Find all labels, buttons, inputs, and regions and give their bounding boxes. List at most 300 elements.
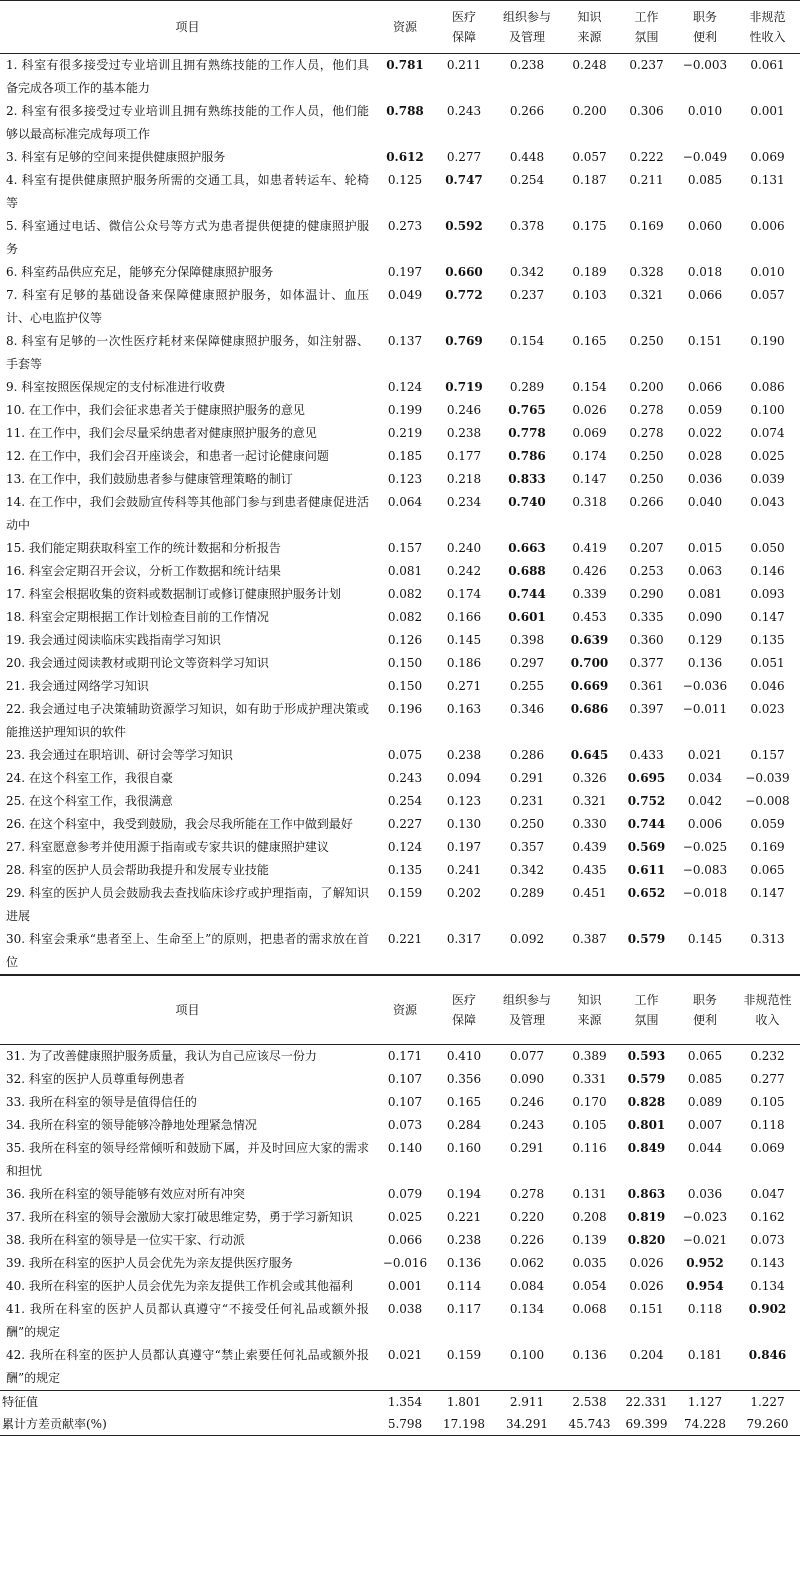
header-col: 非规范性 收入 bbox=[735, 976, 800, 1045]
loading-value: 0.218 bbox=[446, 472, 482, 486]
summary-label: 特征值 bbox=[0, 1391, 375, 1414]
loading-value: 0.820 bbox=[627, 1233, 666, 1247]
table-row bbox=[0, 491, 800, 537]
loading-value: 0.150 bbox=[387, 679, 423, 693]
item-label: 1. 科室有很多接受过专业培训且拥有熟练技能的工作人员，他们具备完成各项工作的基本能力 bbox=[6, 58, 369, 95]
loading-value: 0.169 bbox=[629, 219, 664, 233]
loading-value: 0.788 bbox=[386, 104, 424, 118]
loading-value: 0.202 bbox=[446, 886, 482, 900]
loading-value: 0.248 bbox=[572, 58, 607, 72]
loading-value: 0.601 bbox=[508, 610, 546, 624]
loading-value: 0.093 bbox=[750, 587, 785, 601]
loading-value: 0.130 bbox=[446, 817, 482, 831]
loading-value: −0.039 bbox=[745, 771, 790, 785]
item-label: 34. 我所在科室的领导能够冷静地处理紧急情况 bbox=[6, 1118, 257, 1132]
loading-value: 0.043 bbox=[750, 495, 785, 509]
loading-value: 0.162 bbox=[750, 1210, 785, 1224]
loading-value: 0.419 bbox=[572, 541, 607, 555]
loading-value: 0.047 bbox=[750, 1187, 785, 1201]
loading-value: 0.226 bbox=[509, 1233, 545, 1247]
table-row bbox=[0, 790, 800, 813]
loading-value: 0.321 bbox=[572, 794, 607, 808]
item-label: 38. 我所在科室的领导是一位实干家、行动派 bbox=[6, 1233, 245, 1247]
loading-value: 0.592 bbox=[445, 219, 483, 233]
loading-value: 0.107 bbox=[387, 1072, 423, 1086]
loading-value: 0.326 bbox=[572, 771, 607, 785]
loading-value: 0.828 bbox=[627, 1095, 666, 1109]
loading-value: 0.103 bbox=[572, 288, 607, 302]
loading-value: 0.174 bbox=[446, 587, 482, 601]
loading-value: 0.786 bbox=[508, 449, 546, 463]
loading-value: 0.010 bbox=[750, 265, 785, 279]
table-row bbox=[0, 629, 800, 652]
item-label: 7. 科室有足够的基础设备来保障健康照护服务，如体温计、血压计、心电监护仪等 bbox=[6, 288, 369, 325]
summary-value: 1.801 bbox=[435, 1391, 493, 1414]
table-row bbox=[0, 583, 800, 606]
item-label: 14. 在工作中，我们会鼓励宣传科等其他部门参与到患者健康促进活动中 bbox=[6, 495, 369, 532]
loading-value: 0.135 bbox=[750, 633, 785, 647]
loading-value: 0.194 bbox=[446, 1187, 482, 1201]
loading-value: 0.186 bbox=[446, 656, 482, 670]
table-row bbox=[0, 537, 800, 560]
loading-value: 0.065 bbox=[687, 1049, 723, 1063]
table-row bbox=[0, 698, 800, 744]
loading-value: 0.357 bbox=[509, 840, 545, 854]
loading-value: 0.377 bbox=[629, 656, 664, 670]
loading-value: 0.360 bbox=[629, 633, 664, 647]
loading-value: 0.100 bbox=[750, 403, 785, 417]
loading-value: 0.863 bbox=[627, 1187, 666, 1201]
table-row bbox=[0, 1137, 800, 1183]
loading-value: 0.034 bbox=[687, 771, 723, 785]
loading-value: 0.040 bbox=[687, 495, 723, 509]
table-row bbox=[0, 652, 800, 675]
loading-value: 0.025 bbox=[750, 449, 785, 463]
table-row bbox=[0, 1344, 800, 1391]
loading-value: 0.137 bbox=[387, 334, 423, 348]
table-header bbox=[0, 976, 800, 1045]
item-label: 15. 我们能定期获取科室工作的统计数据和分析报告 bbox=[6, 541, 281, 555]
loading-value: 0.199 bbox=[387, 403, 423, 417]
loading-value: 0.026 bbox=[572, 403, 607, 417]
loading-value: 0.219 bbox=[387, 426, 423, 440]
table-row bbox=[0, 169, 800, 215]
loading-value: 0.238 bbox=[509, 58, 545, 72]
loading-value: 0.846 bbox=[748, 1348, 787, 1362]
summary-value: 69.399 bbox=[618, 1413, 675, 1436]
table-row bbox=[0, 1229, 800, 1252]
summary-value: 1.227 bbox=[735, 1391, 800, 1414]
loading-value: 0.277 bbox=[446, 150, 482, 164]
item-label: 25. 在这个科室工作，我很满意 bbox=[6, 794, 173, 808]
table-header bbox=[0, 1, 800, 54]
item-label: 16. 科室会定期召开会议，分析工作数据和统计结果 bbox=[6, 564, 281, 578]
loading-value: 0.769 bbox=[445, 334, 483, 348]
loading-value: 0.242 bbox=[446, 564, 482, 578]
loading-value: 0.669 bbox=[570, 679, 609, 693]
loading-value: 0.068 bbox=[572, 1302, 607, 1316]
loading-value: 0.410 bbox=[446, 1049, 482, 1063]
loading-value: 0.025 bbox=[387, 1210, 423, 1224]
loading-value: 0.448 bbox=[509, 150, 545, 164]
loading-value: 0.688 bbox=[508, 564, 546, 578]
loading-value: 0.849 bbox=[627, 1141, 666, 1155]
loading-value: 0.346 bbox=[509, 702, 545, 716]
summary-value: 2.538 bbox=[561, 1391, 618, 1414]
loading-value: 0.051 bbox=[750, 656, 785, 670]
header-col: 资源 bbox=[375, 1, 435, 54]
loading-value: 0.765 bbox=[508, 403, 546, 417]
item-label: 26. 在这个科室中，我受到鼓励，我会尽我所能在工作中做到最好 bbox=[6, 817, 353, 831]
loading-value: 0.105 bbox=[750, 1095, 785, 1109]
loading-value: 0.086 bbox=[750, 380, 785, 394]
table-row bbox=[0, 606, 800, 629]
loading-value: 0.134 bbox=[750, 1279, 785, 1293]
loading-value: 0.059 bbox=[687, 403, 723, 417]
loading-value: 0.234 bbox=[446, 495, 482, 509]
item-label: 37. 我所在科室的领导会激励大家打破思维定势，勇于学习新知识 bbox=[6, 1210, 353, 1224]
table-row bbox=[0, 1183, 800, 1206]
loading-value: 0.007 bbox=[687, 1118, 723, 1132]
loading-value: −0.008 bbox=[745, 794, 790, 808]
loading-value: 0.050 bbox=[750, 541, 785, 555]
loading-value: −0.023 bbox=[682, 1210, 728, 1224]
loading-value: 0.342 bbox=[509, 265, 545, 279]
loading-value: 0.028 bbox=[687, 449, 723, 463]
loading-value: 0.001 bbox=[387, 1279, 423, 1293]
loading-value: 0.177 bbox=[446, 449, 482, 463]
loading-value: 0.271 bbox=[446, 679, 482, 693]
loading-value: 0.187 bbox=[572, 173, 607, 187]
loading-value: 0.147 bbox=[572, 472, 607, 486]
loading-value: 0.652 bbox=[627, 886, 666, 900]
header-col: 职务 便利 bbox=[675, 1, 735, 54]
loading-value: 0.778 bbox=[508, 426, 546, 440]
item-label: 24. 在这个科室工作，我很自豪 bbox=[6, 771, 173, 785]
summary-value: 2.911 bbox=[493, 1391, 561, 1414]
loading-value: 0.035 bbox=[572, 1256, 607, 1270]
summary-value: 79.260 bbox=[735, 1413, 800, 1436]
loading-value: 0.092 bbox=[493, 928, 561, 975]
loading-value: 0.154 bbox=[572, 380, 607, 394]
item-label: 39. 我所在科室的医护人员会优先为亲友提供医疗服务 bbox=[6, 1256, 293, 1270]
loading-value: 0.147 bbox=[750, 610, 785, 624]
loading-value: 0.134 bbox=[509, 1302, 545, 1316]
loading-value: 0.237 bbox=[629, 58, 664, 72]
table-row bbox=[0, 1206, 800, 1229]
table-row bbox=[0, 882, 800, 928]
loading-value: 0.321 bbox=[629, 288, 664, 302]
loading-value: 0.952 bbox=[686, 1256, 724, 1270]
loading-value: 0.196 bbox=[387, 702, 423, 716]
loading-value: 0.227 bbox=[387, 817, 423, 831]
loading-value: 0.066 bbox=[687, 380, 723, 394]
loading-value: 0.237 bbox=[509, 288, 545, 302]
loading-value: 0.284 bbox=[446, 1118, 482, 1132]
table-row bbox=[0, 422, 800, 445]
header-col: 非规范 性收入 bbox=[735, 1, 800, 54]
summary-value: 1.354 bbox=[375, 1391, 435, 1414]
loading-value: 0.232 bbox=[750, 1049, 785, 1063]
loading-value: 0.062 bbox=[509, 1256, 545, 1270]
table-row bbox=[0, 675, 800, 698]
loading-value: 0.123 bbox=[446, 794, 482, 808]
loading-value: 0.166 bbox=[446, 610, 482, 624]
item-label: 31. 为了改善健康照护服务质量，我认为自己应该尽一份力 bbox=[6, 1049, 317, 1063]
item-label: 2. 科室有很多接受过专业培训且拥有熟练技能的工作人员，他们能够以最高标准完成每项工作 bbox=[6, 104, 369, 141]
loading-value: 0.686 bbox=[570, 702, 609, 716]
loading-value: 0.010 bbox=[687, 104, 723, 118]
loading-value: 0.160 bbox=[446, 1141, 482, 1155]
loading-value: 0.023 bbox=[750, 702, 785, 716]
loading-value: 0.277 bbox=[750, 1072, 785, 1086]
item-label: 10. 在工作中，我们会征求患者关于健康照护服务的意见 bbox=[6, 403, 305, 417]
loading-value: 0.140 bbox=[387, 1141, 423, 1155]
loading-value: 0.061 bbox=[750, 58, 785, 72]
loading-value: 0.018 bbox=[687, 265, 723, 279]
loading-value: 0.185 bbox=[387, 449, 423, 463]
summary-value: 74.228 bbox=[675, 1413, 735, 1436]
loading-value: 0.124 bbox=[387, 840, 423, 854]
loading-value: −0.049 bbox=[682, 150, 728, 164]
loading-value: 0.125 bbox=[387, 173, 423, 187]
loading-value: 0.026 bbox=[629, 1279, 664, 1293]
item-label: 41. 我所在科室的医护人员都认真遵守“不接受任何礼品或额外报酬”的规定 bbox=[6, 1302, 369, 1339]
loading-value: 0.222 bbox=[629, 150, 664, 164]
loading-value: 0.833 bbox=[508, 472, 546, 486]
table-row bbox=[0, 54, 800, 101]
item-label: 32. 科室的医护人员尊重每例患者 bbox=[6, 1072, 185, 1086]
summary-value: 17.198 bbox=[435, 1413, 493, 1436]
table-row bbox=[0, 399, 800, 422]
loading-value: 0.250 bbox=[629, 472, 664, 486]
item-label: 40. 我所在科室的医护人员会优先为亲友提供工作机会或其他福利 bbox=[6, 1279, 353, 1293]
loading-value: 0.116 bbox=[572, 1141, 607, 1155]
loading-value: 0.291 bbox=[509, 1141, 545, 1155]
loading-value: 0.066 bbox=[387, 1233, 423, 1247]
loading-value: 0.200 bbox=[572, 104, 607, 118]
table-row bbox=[0, 215, 800, 261]
table-row bbox=[0, 1275, 800, 1298]
table-row bbox=[0, 261, 800, 284]
item-label: 42. 我所在科室的医护人员都认真遵守“禁止索要任何礼品或额外报酬”的规定 bbox=[6, 1348, 369, 1385]
summary-row bbox=[0, 1413, 800, 1436]
table-row bbox=[0, 836, 800, 859]
loading-value: 0.211 bbox=[629, 173, 664, 187]
loading-value: 0.082 bbox=[387, 587, 423, 601]
table-row bbox=[0, 1045, 800, 1069]
loading-value: 0.612 bbox=[386, 150, 424, 164]
loading-value: 0.255 bbox=[509, 679, 545, 693]
loading-value: 0.569 bbox=[627, 840, 666, 854]
loading-value: 0.084 bbox=[509, 1279, 545, 1293]
loading-value: 0.118 bbox=[750, 1118, 785, 1132]
loading-value: 0.313 bbox=[735, 928, 800, 975]
loading-value: 0.105 bbox=[572, 1118, 607, 1132]
loading-value: 0.146 bbox=[750, 564, 785, 578]
item-label: 23. 我会通过在职培训、研讨会等学习知识 bbox=[6, 748, 233, 762]
loading-value: 0.081 bbox=[687, 587, 723, 601]
loading-value: 0.740 bbox=[508, 495, 546, 509]
item-label: 19. 我会通过阅读临床实践指南学习知识 bbox=[6, 633, 221, 647]
loading-value: 0.036 bbox=[687, 472, 723, 486]
item-label: 18. 科室会定期根据工作计划检查目前的工作情况 bbox=[6, 610, 269, 624]
loading-value: 0.339 bbox=[572, 587, 607, 601]
loading-value: 0.126 bbox=[387, 633, 423, 647]
loading-value: 0.135 bbox=[387, 863, 423, 877]
loading-value: 0.211 bbox=[446, 58, 482, 72]
loading-value: 0.069 bbox=[750, 150, 785, 164]
loading-value: 0.046 bbox=[750, 679, 785, 693]
loading-value: 0.075 bbox=[387, 748, 423, 762]
loading-value: 0.077 bbox=[509, 1049, 545, 1063]
loading-value: 0.117 bbox=[446, 1302, 482, 1316]
item-label: 36. 我所在科室的领导能够有效应对所有冲突 bbox=[6, 1187, 245, 1201]
table-row bbox=[0, 1298, 800, 1344]
loading-value: 0.073 bbox=[387, 1118, 423, 1132]
loading-value: 0.022 bbox=[687, 426, 723, 440]
loading-value: 0.057 bbox=[572, 150, 607, 164]
loading-value: 0.175 bbox=[572, 219, 607, 233]
table-row bbox=[0, 1091, 800, 1114]
table-row bbox=[0, 330, 800, 376]
header-col: 组织参与 及管理 bbox=[493, 976, 561, 1045]
loading-value: 0.136 bbox=[446, 1256, 482, 1270]
loading-value: 0.057 bbox=[750, 288, 785, 302]
loading-value: 0.318 bbox=[572, 495, 607, 509]
loading-value: −0.003 bbox=[682, 58, 728, 72]
loading-value: 0.719 bbox=[445, 380, 483, 394]
loading-value: 0.170 bbox=[572, 1095, 607, 1109]
loading-value: 0.207 bbox=[629, 541, 664, 555]
table-row bbox=[0, 813, 800, 836]
item-label: 28. 科室的医护人员会帮助我提升和发展专业技能 bbox=[6, 863, 269, 877]
loading-value: 0.435 bbox=[572, 863, 607, 877]
loading-value: 0.240 bbox=[446, 541, 482, 555]
table-row bbox=[0, 445, 800, 468]
loading-value: 0.593 bbox=[627, 1049, 666, 1063]
item-label: 5. 科室通过电话、微信公众号等方式为患者提供便捷的健康照护服务 bbox=[6, 219, 369, 256]
loading-value: 0.250 bbox=[509, 817, 545, 831]
loading-value: 0.136 bbox=[687, 656, 723, 670]
loading-value: 0.290 bbox=[629, 587, 664, 601]
item-label: 22. 我会通过电子决策辅助资源学习知识，如有助于形成护理决策或能推送护理知识的软件 bbox=[6, 702, 369, 739]
item-label: 20. 我会通过阅读教材或期刊论文等资料学习知识 bbox=[6, 656, 269, 670]
loading-value: 0.197 bbox=[387, 265, 423, 279]
loading-value: 0.208 bbox=[572, 1210, 607, 1224]
loading-value: 0.054 bbox=[572, 1279, 607, 1293]
item-label: 9. 科室按照医保规定的支付标准进行收费 bbox=[6, 380, 226, 394]
loading-value: 0.090 bbox=[509, 1072, 545, 1086]
loading-value: 0.241 bbox=[446, 863, 482, 877]
loading-value: 0.902 bbox=[748, 1302, 787, 1316]
loading-value: 0.387 bbox=[561, 928, 618, 975]
summary-value: 45.743 bbox=[561, 1413, 618, 1436]
loading-value: 0.159 bbox=[446, 1348, 482, 1362]
loading-value: 0.157 bbox=[750, 748, 785, 762]
factor-loading-table-part2 bbox=[0, 975, 800, 1436]
item-label: 8. 科室有足够的一次性医疗耗材来保障健康照护服务，如注射器、手套等 bbox=[6, 334, 369, 371]
loading-value: 0.165 bbox=[446, 1095, 482, 1109]
table-row bbox=[0, 744, 800, 767]
loading-value: 0.611 bbox=[627, 863, 666, 877]
loading-value: 0.174 bbox=[572, 449, 607, 463]
loading-value: 0.131 bbox=[750, 173, 785, 187]
loading-value: 0.100 bbox=[509, 1348, 545, 1362]
loading-value: −0.025 bbox=[682, 840, 728, 854]
loading-value: −0.018 bbox=[682, 886, 728, 900]
loading-value: 0.157 bbox=[387, 541, 423, 555]
item-label: 4. 科室有提供健康照护服务所需的交通工具，如患者转运车、轮椅等 bbox=[6, 173, 369, 210]
loading-value: 0.124 bbox=[387, 380, 423, 394]
loading-value: 0.361 bbox=[629, 679, 664, 693]
loading-value: 0.151 bbox=[629, 1302, 664, 1316]
loading-value: 0.123 bbox=[387, 472, 423, 486]
item-label: 6. 科室药品供应充足，能够充分保障健康照护服务 bbox=[6, 265, 274, 279]
item-label: 21. 我会通过网络学习知识 bbox=[6, 679, 149, 693]
loading-value: 0.042 bbox=[687, 794, 723, 808]
loading-value: 0.231 bbox=[509, 794, 545, 808]
loading-value: 0.439 bbox=[572, 840, 607, 854]
loading-value: 0.695 bbox=[627, 771, 666, 785]
loading-value: 0.069 bbox=[572, 426, 607, 440]
loading-value: 0.246 bbox=[446, 403, 482, 417]
table-row bbox=[0, 146, 800, 169]
header-col: 职务 便利 bbox=[675, 976, 735, 1045]
loading-value: 0.747 bbox=[445, 173, 483, 187]
loading-value: −0.036 bbox=[682, 679, 728, 693]
loading-value: 0.772 bbox=[445, 288, 483, 302]
loading-value: 0.118 bbox=[687, 1302, 723, 1316]
header-col: 工作 氛围 bbox=[618, 1, 675, 54]
loading-value: 0.645 bbox=[570, 748, 609, 762]
loading-value: 0.154 bbox=[509, 334, 545, 348]
summary-value: 34.291 bbox=[493, 1413, 561, 1436]
loading-value: 0.253 bbox=[629, 564, 664, 578]
loading-value: 0.378 bbox=[509, 219, 545, 233]
loading-value: 0.433 bbox=[629, 748, 664, 762]
table-row bbox=[0, 928, 800, 975]
loading-value: 0.066 bbox=[687, 288, 723, 302]
table-row bbox=[0, 560, 800, 583]
loading-value: 0.063 bbox=[687, 564, 723, 578]
loading-value: 0.143 bbox=[750, 1256, 785, 1270]
loading-value: 0.250 bbox=[629, 334, 664, 348]
loading-value: 0.044 bbox=[687, 1141, 723, 1155]
loading-value: 0.238 bbox=[446, 426, 482, 440]
header-item: 项目 bbox=[0, 976, 375, 1045]
loading-value: 0.089 bbox=[687, 1095, 723, 1109]
loading-value: 0.639 bbox=[570, 633, 609, 647]
loading-value: 0.171 bbox=[387, 1049, 423, 1063]
loading-value: 0.026 bbox=[629, 1256, 664, 1270]
loading-value: 0.036 bbox=[687, 1187, 723, 1201]
loading-value: 0.169 bbox=[750, 840, 785, 854]
loading-value: 0.356 bbox=[446, 1072, 482, 1086]
loading-value: 0.021 bbox=[387, 1348, 423, 1362]
loading-value: 0.700 bbox=[570, 656, 609, 670]
loading-value: −0.083 bbox=[682, 863, 728, 877]
loading-value: 0.306 bbox=[629, 104, 664, 118]
loading-value: 0.114 bbox=[446, 1279, 482, 1293]
loading-value: 0.254 bbox=[387, 794, 423, 808]
loading-value: 0.250 bbox=[629, 449, 664, 463]
loading-value: 0.060 bbox=[687, 219, 723, 233]
loading-value: 0.819 bbox=[627, 1210, 666, 1224]
loading-value: 0.081 bbox=[387, 564, 423, 578]
loading-value: 0.266 bbox=[509, 104, 545, 118]
loading-value: 0.221 bbox=[446, 1210, 482, 1224]
